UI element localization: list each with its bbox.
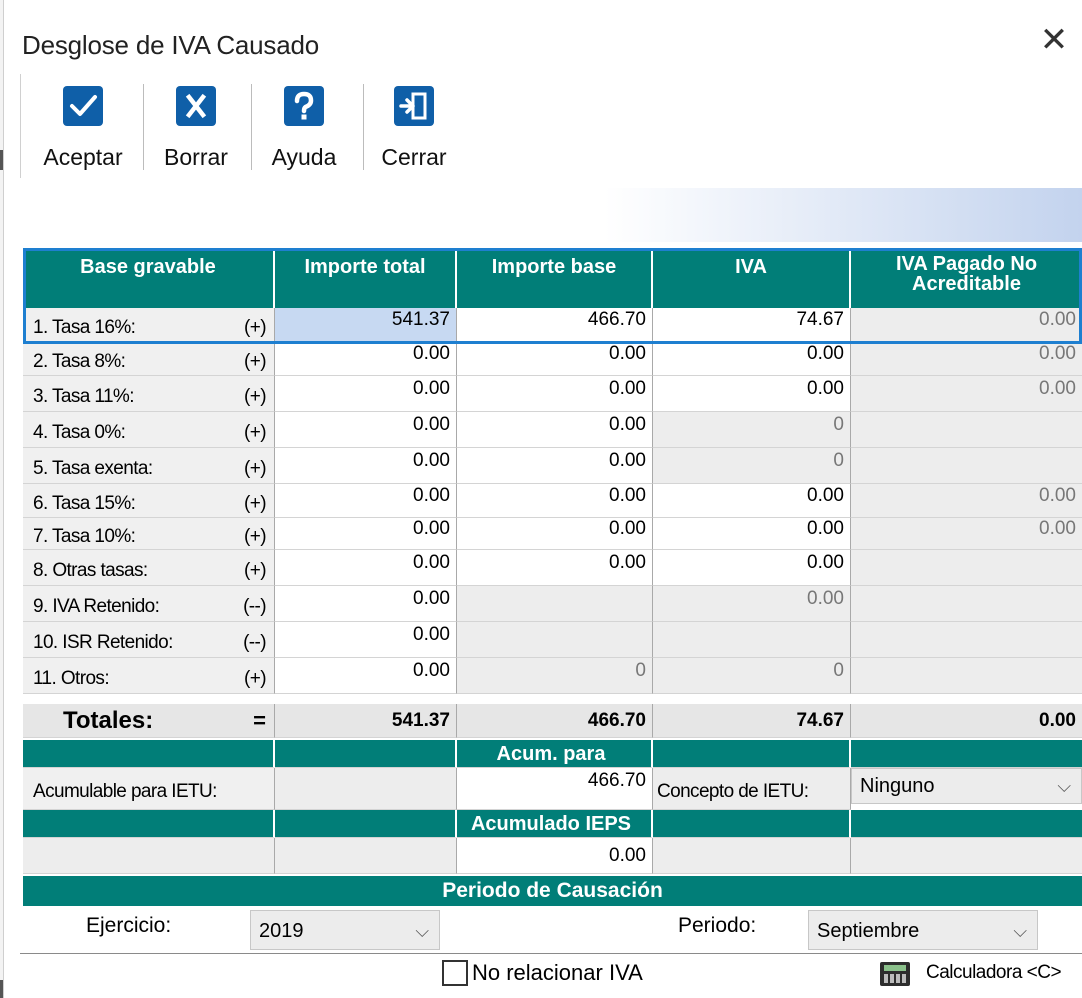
cell-importe-base[interactable]: 0.00 [457, 518, 653, 550]
acumulado-ieps-value[interactable]: 0.00 [457, 838, 653, 874]
row-sign: (+) [244, 526, 266, 547]
totals-iva: 74.67 [653, 704, 851, 738]
table-row [23, 518, 1082, 550]
cell-iva: 0 [653, 658, 851, 694]
teal-cell [851, 810, 1082, 838]
teal-cell [23, 740, 275, 768]
row-label [23, 658, 275, 694]
title-bar [14, 8, 1082, 72]
cell-importe-total[interactable]: 0.00 [275, 658, 457, 694]
row-sign: (+) [244, 668, 266, 689]
cell-iva-pagado-no-acreditable: 0.00 [851, 308, 1082, 342]
cell-iva-pagado-no-acreditable [851, 412, 1082, 448]
cell-importe-total[interactable]: 0.00 [275, 550, 457, 586]
teal-cell [23, 810, 275, 838]
row-sign: (+) [244, 351, 266, 372]
exit-door-icon [394, 86, 434, 126]
periodo-causacion-band: Periodo de Causación [23, 876, 1082, 906]
concepto-ietu-value: Ninguno [860, 775, 935, 797]
empty-cell [851, 838, 1082, 874]
cell-importe-total[interactable]: 0.00 [275, 622, 457, 658]
chevron-down-icon: ⌵ [1013, 921, 1027, 941]
close-icon[interactable]: ✕ [1039, 21, 1069, 59]
cell-iva-pagado-no-acreditable [851, 550, 1082, 586]
edge-marker [0, 980, 3, 998]
header-iva-pagado-no-acreditable: IVA Pagado No Acreditable [895, 253, 1038, 295]
row-label-text: 2. Tasa 8%: [33, 351, 126, 372]
cell-iva[interactable]: 0.00 [653, 518, 851, 550]
header-importe-base: Importe base [457, 248, 653, 308]
cell-importe-base[interactable]: 0.00 [457, 550, 653, 586]
cell-iva-pagado-no-acreditable [851, 622, 1082, 658]
toolbar-separator [143, 84, 144, 170]
table-row [23, 412, 1082, 448]
totals-iva-pagado: 0.00 [851, 704, 1082, 738]
cell-iva-pagado-no-acreditable: 0.00 [851, 484, 1082, 518]
toolbar [20, 74, 1082, 178]
chevron-down-icon: ⌵ [415, 921, 429, 941]
row-label-text: 5. Tasa exenta: [33, 458, 153, 479]
cell-iva: 0 [653, 448, 851, 484]
periodo-select[interactable] [808, 910, 1038, 950]
cell-importe-base[interactable]: 0.00 [457, 376, 653, 412]
question-icon [284, 86, 324, 126]
row-label [23, 586, 275, 622]
table-row [23, 658, 1082, 694]
row-sign: (+) [244, 317, 266, 338]
totals-importe-base: 466.70 [457, 704, 653, 738]
cell-importe-base: 0 [457, 658, 653, 694]
cell-importe-base[interactable]: 0.00 [457, 412, 653, 448]
ietu-row [23, 768, 1082, 810]
x-icon [176, 86, 216, 126]
cell-importe-total[interactable]: 0.00 [275, 518, 457, 550]
aceptar-label: Aceptar [43, 144, 123, 170]
cell-importe-base[interactable]: 0.00 [457, 342, 653, 376]
row-label [23, 550, 275, 586]
calculator-icon [880, 962, 910, 986]
ejercicio-label: Ejercicio: [86, 914, 172, 937]
teal-cell [851, 740, 1082, 768]
ayuda-label: Ayuda [271, 144, 337, 170]
acumulable-ietu-label: Acumulable para IETU: [23, 768, 275, 810]
totals-row [23, 704, 1082, 738]
cell-iva[interactable]: 0.00 [653, 342, 851, 376]
cell-iva-pagado-no-acreditable: 0.00 [851, 518, 1082, 550]
cerrar-button[interactable] [369, 86, 459, 174]
no-relacionar-iva-label: No relacionar IVA [472, 960, 643, 985]
cell-iva-pagado-no-acreditable [851, 448, 1082, 484]
row-sign: (+) [244, 386, 266, 407]
teal-cell [275, 810, 457, 838]
row-label-text: 10. ISR Retenido: [33, 632, 173, 653]
cerrar-label: Cerrar [381, 144, 447, 170]
row-label [23, 622, 275, 658]
toolbar-separator [363, 84, 364, 170]
cell-importe-base[interactable]: 466.70 [457, 308, 653, 342]
empty-cell [275, 838, 457, 874]
empty-cell [23, 838, 275, 874]
edge-marker [0, 150, 3, 170]
cell-iva[interactable]: 74.67 [653, 308, 851, 342]
row-label [23, 518, 275, 550]
header-iva: IVA [653, 248, 851, 308]
row-label-text: 7. Tasa 10%: [33, 526, 136, 547]
ietu-header-band [23, 740, 1082, 768]
grid-header [23, 248, 1082, 308]
row-label [23, 308, 275, 342]
row-sign: (+) [244, 422, 266, 443]
row-label-text: 11. Otros: [33, 668, 110, 689]
periodo-value: Septiembre [817, 920, 920, 942]
cell-iva [653, 622, 851, 658]
table-row [23, 376, 1082, 412]
header-importe-total: Importe total [275, 248, 457, 308]
calculadora-label: Calculadora <C> [926, 962, 1062, 983]
ieps-row [23, 838, 1082, 874]
row-label [23, 412, 275, 448]
row-label-text: 4. Tasa 0%: [33, 422, 126, 443]
cell-iva: 0 [653, 412, 851, 448]
table-row [23, 484, 1082, 518]
teal-cell [653, 740, 851, 768]
row-label [23, 484, 275, 518]
row-sign: (--) [243, 632, 266, 653]
footer-divider [20, 953, 1082, 954]
cell-importe-base[interactable]: 0.00 [457, 448, 653, 484]
table-row [23, 448, 1082, 484]
table-row [23, 586, 1082, 622]
cell-importe-total[interactable]: 0.00 [275, 484, 457, 518]
cell-importe-total[interactable]: 0.00 [275, 448, 457, 484]
acumulado-ieps-header: Acumulado IEPS [457, 810, 653, 838]
cell-importe-total[interactable]: 0.00 [275, 376, 457, 412]
row-sign: (+) [244, 560, 266, 581]
cell-iva-pagado-no-acreditable: 0.00 [851, 376, 1082, 412]
row-label-text: 1. Tasa 16%: [33, 317, 136, 338]
cell-importe-total[interactable]: 0.00 [275, 342, 457, 376]
aceptar-button[interactable] [33, 86, 133, 174]
empty-cell [275, 768, 457, 810]
totals-label [23, 704, 275, 738]
cell-importe-base[interactable]: 0.00 [457, 484, 653, 518]
concepto-ietu-select[interactable] [851, 768, 1082, 804]
header-base-gravable: Base gravable [23, 248, 275, 308]
row-label-text: 6. Tasa 15%: [33, 493, 136, 514]
cell-importe-total[interactable]: 0.00 [275, 586, 457, 622]
table-row [23, 342, 1082, 376]
calculadora-button[interactable] [878, 958, 1078, 990]
ejercicio-select[interactable] [250, 910, 440, 950]
table-row [23, 308, 1082, 342]
row-sign: (+) [244, 493, 266, 514]
cell-importe-total[interactable]: 0.00 [275, 412, 457, 448]
borrar-button[interactable] [149, 86, 243, 174]
totals-importe-total: 541.37 [275, 704, 457, 738]
row-sign: (--) [243, 596, 266, 617]
row-label [23, 342, 275, 376]
no-relacionar-iva-checkbox[interactable] [442, 960, 468, 986]
teal-cell [653, 810, 851, 838]
teal-cell [275, 740, 457, 768]
periodo-label: Periodo: [678, 914, 757, 937]
ayuda-button[interactable] [257, 86, 351, 174]
cell-importe-base [457, 622, 653, 658]
cell-importe-total[interactable]: 541.37 [275, 308, 457, 342]
cell-iva-pagado-no-acreditable [851, 586, 1082, 622]
ieps-header-band [23, 810, 1082, 838]
row-label-text: 9. IVA Retenido: [33, 596, 160, 617]
cell-iva: 0.00 [653, 586, 851, 622]
banner-gradient [20, 188, 1082, 242]
acumulable-ietu-value[interactable]: 466.70 [457, 768, 653, 810]
totals-label-text: Totales: [63, 707, 154, 734]
checkmark-icon [63, 86, 103, 126]
cell-iva[interactable]: 0.00 [653, 376, 851, 412]
row-label-text: 8. Otras tasas: [33, 560, 148, 581]
acum-para-header: Acum. para [457, 740, 653, 768]
table-row [23, 622, 1082, 658]
row-label [23, 376, 275, 412]
window-title: Desglose de IVA Causado [22, 30, 320, 60]
borrar-label: Borrar [164, 144, 228, 170]
cell-iva[interactable]: 0.00 [653, 550, 851, 586]
row-sign: (+) [244, 458, 266, 479]
row-label [23, 448, 275, 484]
ejercicio-value: 2019 [259, 920, 304, 942]
cell-iva-pagado-no-acreditable: 0.00 [851, 342, 1082, 376]
cell-iva[interactable]: 0.00 [653, 484, 851, 518]
empty-cell [653, 838, 851, 874]
table-row [23, 550, 1082, 586]
cell-importe-base [457, 586, 653, 622]
chevron-down-icon: ⌵ [1057, 776, 1071, 796]
concepto-ietu-label: Concepto de IETU: [653, 768, 851, 810]
totals-eq: = [253, 708, 266, 733]
cell-iva-pagado-no-acreditable [851, 658, 1082, 694]
toolbar-separator [251, 84, 252, 170]
row-label-text: 3. Tasa 11%: [33, 386, 134, 407]
